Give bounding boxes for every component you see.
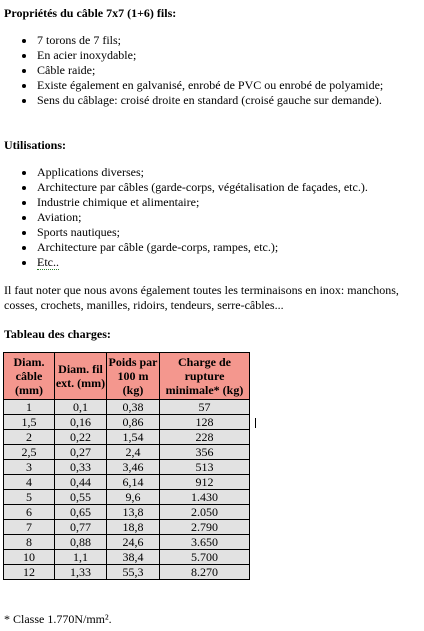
loads-table xyxy=(3,352,250,580)
table-cell: 55,3 xyxy=(107,565,160,580)
table-row xyxy=(4,445,250,460)
table-cell: 2 xyxy=(4,430,55,445)
table-cell: 1.430 xyxy=(160,490,250,505)
header-diam-wire: Diam. fil ext. (mm) xyxy=(55,353,107,400)
table-cell: 13,8 xyxy=(107,505,160,520)
table-cell: 0,38 xyxy=(107,400,160,415)
list-item: En acier inoxydable; xyxy=(0,48,383,63)
header-diam-cable: Diam. câble (mm) xyxy=(4,353,55,400)
table-cell: 513 xyxy=(160,460,250,475)
table-cell: 0,65 xyxy=(55,505,107,520)
table-cell: 0,86 xyxy=(107,415,160,430)
list-item: Architecture par câble (garde-corps, rampes, etc.); xyxy=(0,240,368,255)
list-item: Sports nautiques; xyxy=(0,225,368,240)
table-cell: 57 xyxy=(160,400,250,415)
table-cell: 912 xyxy=(160,475,250,490)
properties-heading: Propriétés du câble 7x7 (1+6) fils: xyxy=(4,6,177,20)
header-breaking-load: Charge de rupture minimale* (kg) xyxy=(160,353,250,400)
list-item: Aviation; xyxy=(0,210,368,225)
table-row xyxy=(4,535,250,550)
table-row xyxy=(4,490,250,505)
list-item: Architecture par câbles (garde-corps, végétalisation de façades, etc.). xyxy=(0,180,368,195)
table-cell: 0,22 xyxy=(55,430,107,445)
terminations-note: Il faut noter que nous avons également toutes les terminaisons en inox: manchons, cosses, crochets, manilles, ridoirs, tendeurs, serre-câbles... xyxy=(4,283,399,312)
list-item: Industrie chimique et alimentaire; xyxy=(0,195,368,210)
table-row xyxy=(4,520,250,535)
table-cell: 10 xyxy=(4,550,55,565)
text-cursor xyxy=(255,418,256,428)
table-cell: 4 xyxy=(4,475,55,490)
table-cell: 6 xyxy=(4,505,55,520)
table-cell: 7 xyxy=(4,520,55,535)
table-cell: 1 xyxy=(4,400,55,415)
table-cell: 5.700 xyxy=(160,550,250,565)
table-row xyxy=(4,430,250,445)
list-item: 7 torons de 7 fils; xyxy=(0,33,383,48)
table-cell: 2.790 xyxy=(160,520,250,535)
table-cell: 8.270 xyxy=(160,565,250,580)
properties-list xyxy=(0,33,383,108)
table-cell: 0,44 xyxy=(55,475,107,490)
table-cell: 0,1 xyxy=(55,400,107,415)
table-heading: Tableau des charges: xyxy=(4,327,111,341)
uses-list xyxy=(0,165,368,270)
table-row xyxy=(4,460,250,475)
table-cell: 18,8 xyxy=(107,520,160,535)
table-body xyxy=(4,400,250,580)
list-item xyxy=(0,255,368,270)
list-item: Sens du câblage: croisé droite en standard (croisé gauche sur demande). xyxy=(0,93,383,108)
table-cell: 0,16 xyxy=(55,415,107,430)
table-cell: 1,1 xyxy=(55,550,107,565)
uses-heading: Utilisations: xyxy=(4,138,67,152)
table-cell: 0,55 xyxy=(55,490,107,505)
table-cell: 2.050 xyxy=(160,505,250,520)
table-cell: 3.650 xyxy=(160,535,250,550)
table-cell: 2,4 xyxy=(107,445,160,460)
table-row xyxy=(4,505,250,520)
header-weight: Poids par 100 m (kg) xyxy=(107,353,160,400)
table-row xyxy=(4,565,250,580)
table-cell: 128 xyxy=(160,415,250,430)
table-cell: 228 xyxy=(160,430,250,445)
table-cell: 0,27 xyxy=(55,445,107,460)
table-row xyxy=(4,400,250,415)
table-cell: 1,5 xyxy=(4,415,55,430)
table-row xyxy=(4,475,250,490)
table-cell: 0,33 xyxy=(55,460,107,475)
table-cell: 3 xyxy=(4,460,55,475)
table-cell: 12 xyxy=(4,565,55,580)
table-row xyxy=(4,550,250,565)
list-item: Câble raide; xyxy=(0,63,383,78)
footnote: * Classe 1.770N/mm². xyxy=(4,612,112,626)
table-cell: 38,4 xyxy=(107,550,160,565)
table-cell: 9,6 xyxy=(107,490,160,505)
table-row xyxy=(4,415,250,430)
table-cell: 356 xyxy=(160,445,250,460)
table-header-row xyxy=(4,353,250,400)
table-cell: 8 xyxy=(4,535,55,550)
etc-text: Etc.. xyxy=(37,255,59,269)
table-cell: 3,46 xyxy=(107,460,160,475)
list-item: Existe également en galvanisé, enrobé de PVC ou enrobé de polyamide; xyxy=(0,78,383,93)
table-cell: 24,6 xyxy=(107,535,160,550)
table-cell: 1,33 xyxy=(55,565,107,580)
table-cell: 0,77 xyxy=(55,520,107,535)
list-item: Applications diverses; xyxy=(0,165,368,180)
table-cell: 6,14 xyxy=(107,475,160,490)
table-cell: 1,54 xyxy=(107,430,160,445)
table-cell: 0,88 xyxy=(55,535,107,550)
table-cell: 2,5 xyxy=(4,445,55,460)
table-cell: 5 xyxy=(4,490,55,505)
